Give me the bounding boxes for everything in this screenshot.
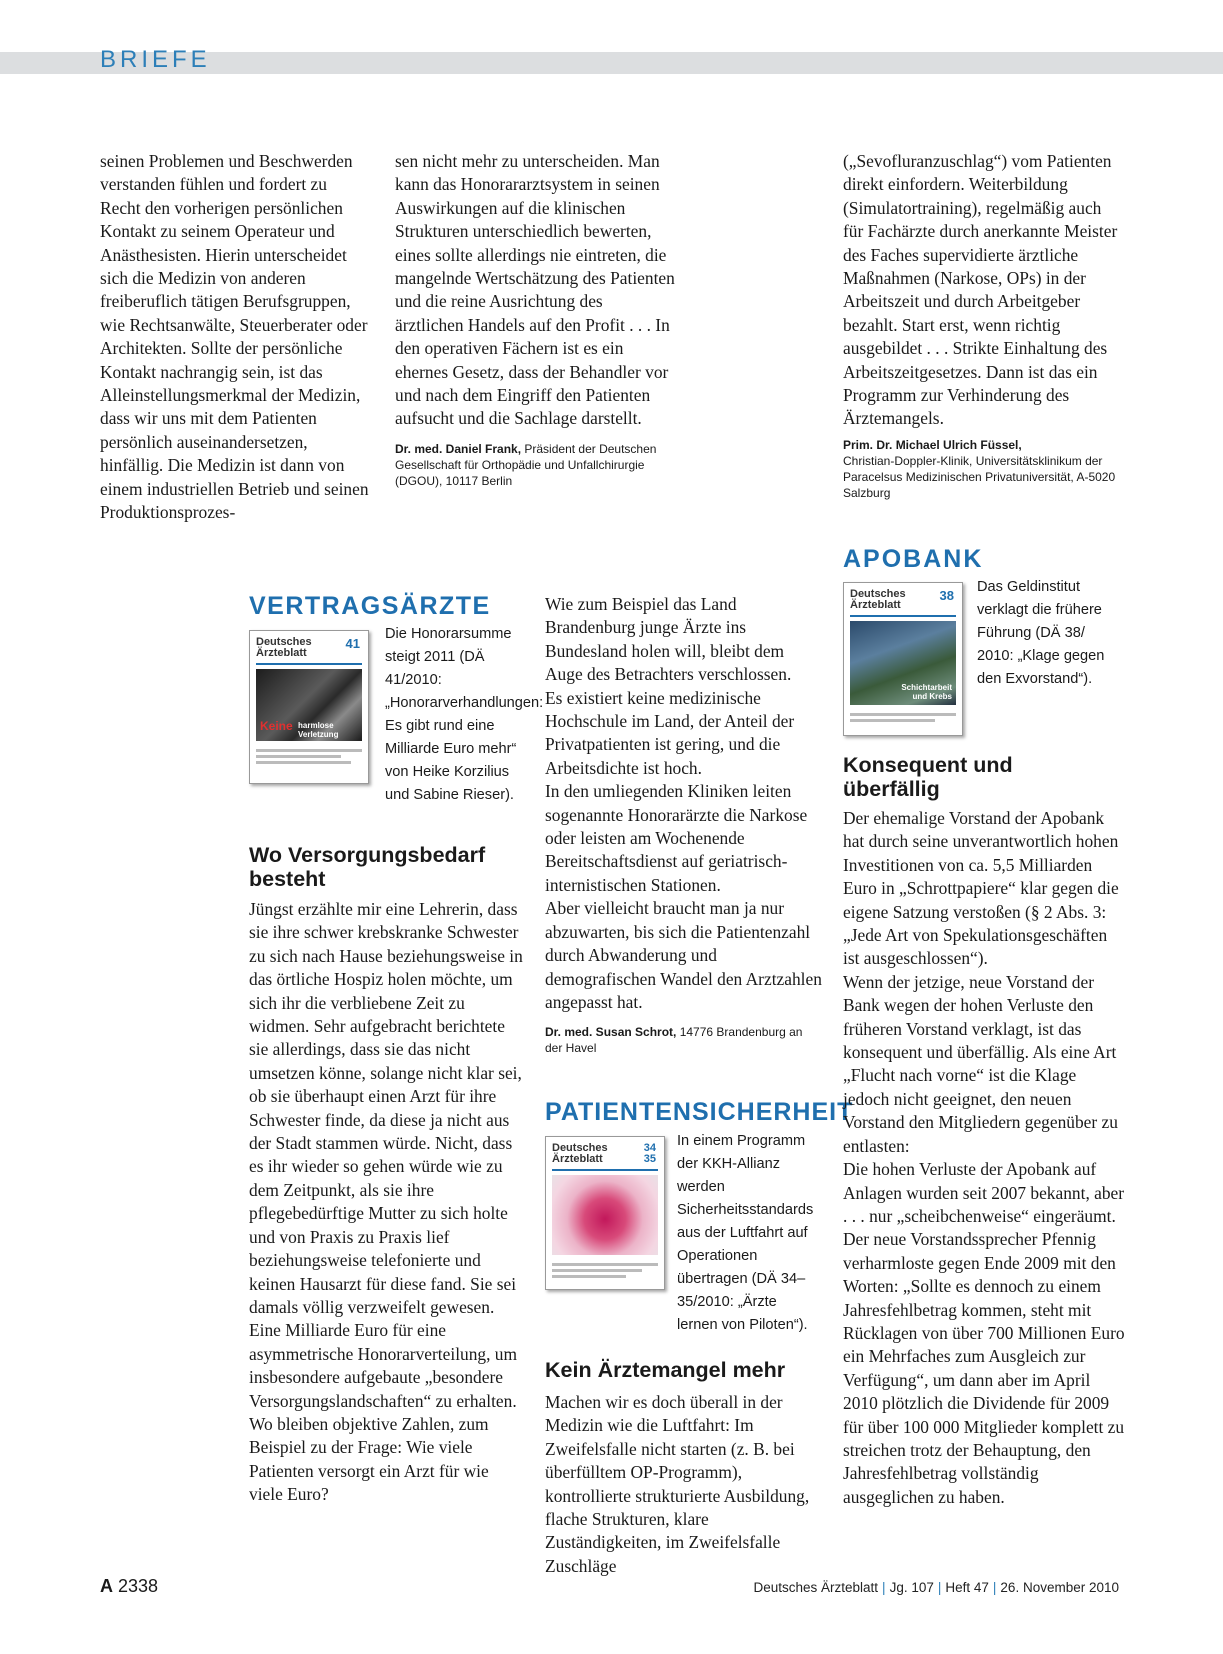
paragraph: Der ehemalige Vorstand der Apobank hat durch seine unverantwortlich hohen Investitionen von ca. 5,5 Milliarden Euro in „Schrottpapiere“ klar gegen die eigene Satzung verstoßen (§ 2 Abs. 3: „Jede Art von Spekulationsgeschäften ist ausgeschlossen“). xyxy=(843,808,1119,969)
footer-volume: Jg. 107 xyxy=(889,1580,934,1595)
paragraph: Wenn der jetzige, neue Vorstand der Bank wegen der hohen Verluste den früheren Vorstand verklagt, ist das konsequent und überfällig. Als eine Art „Flucht nach vorne“ ist die Klage jedoch nicht geeignet, den neuen Vorstand den Mitgliedern gegenüber zu entlasten: xyxy=(843,971,1118,1156)
footer-journal: Deutsches Ärzteblatt xyxy=(753,1580,879,1595)
article-konsequent xyxy=(843,807,1125,1509)
headline-kein-aerztemangel: Kein Ärztemangel mehr xyxy=(545,1358,786,1382)
footer-separator: | xyxy=(937,1580,942,1595)
cover-text-harmlose: harmlose Verletzung xyxy=(298,721,339,739)
section-label: BRIEFE xyxy=(100,46,211,73)
footer-separator: | xyxy=(882,1580,886,1595)
cover-text-lines xyxy=(552,1263,658,1281)
paragraph: Eine Milliarde Euro für eine asymmetrische Honorarverteilung, um insbesondere aufgebaute „besondere Versorgungslandschaften“ zu erhalten. xyxy=(249,1320,518,1411)
cover-worker-image xyxy=(850,621,956,705)
paragraph: Wo bleiben objektive Zahlen, zum Beispiel zu der Frage: Wie viele Patienten versorgt ein Arzt für wie viele Euro? xyxy=(249,1413,489,1505)
cover-text-lines xyxy=(256,749,362,767)
paragraph: Wie zum Beispiel das Land Brandenburg junge Ärzte ins Bundesland holen will, bleibt dem Auge des Betrachters verschlossen. xyxy=(545,594,792,685)
headline-versorgungsbedarf: Wo Versorgungsbedarf besteht xyxy=(249,843,486,891)
magazine-cover-41 xyxy=(249,630,369,784)
headline-konsequent: Konsequent und überfällig xyxy=(843,753,1013,801)
article-versorgungsbedarf xyxy=(249,898,524,1507)
cover-issue-number: 38 xyxy=(939,588,954,603)
footer-date: 26. November 2010 xyxy=(1000,1580,1119,1595)
page-number xyxy=(100,1576,158,1597)
signature-affiliation: Präsident der Deutschen Gesellschaft für Orthopädie und Unfallchirurgie (DGOU), 10117 Berlin xyxy=(395,441,657,488)
signature-name: Prim. Dr. Michael Ulrich Füssel, xyxy=(843,437,1022,452)
topic-vertragsaerzte: VERTRAGSÄRZTE xyxy=(249,592,491,620)
caption-vertragsaerzte: Die Honorarsumme steigt 2011 (DÄ 41/2010: „Honorarverhandlungen: Es gibt rund eine Milliarde Euro mehr“ von Heike Korzilius und Sabine Rieser). xyxy=(385,626,544,803)
paragraph: Aber vielleicht braucht man ja nur abzuwarten, bis sich die Patientenzahl durch Abwanderung und demografischen Wandel den Arztzahlen angepasst hat. xyxy=(545,898,822,1012)
signature-name: Dr. med. Daniel Frank, xyxy=(395,441,522,456)
page-number-value: 2338 xyxy=(118,1576,159,1596)
top-column-1 xyxy=(100,150,370,525)
top-column-2-text: sen nicht mehr zu unterscheiden. Man kann das Honorararztsystem in seinen Auswirkungen auf die klinischen Strukturen unterschiedlich bewerten, eines sollte allerdings nie eintreten, die mangelnde Wertschätzung des Patienten und die reine Ausrichtung des ärztlichen Handels auf den Profit . . . In den operativen Fächern ist es ein ehernes Gesetz, dass der Behandler vor und nach dem Eingriff den Patienten aufsucht und die Sachlage darstellt. xyxy=(395,151,675,429)
cover-masthead: Deutsches Ärzteblatt xyxy=(552,1142,608,1165)
paragraph: In den umliegenden Kliniken leiten sogenannte Honorarärzte die Narkose oder leisten am Wochenende Bereitschaftsdienst auf geriatrisch-internistischen Stationen. xyxy=(545,781,808,895)
page-prefix: A xyxy=(100,1576,113,1596)
cover-tissue-image xyxy=(552,1175,658,1255)
caption-patientensicherheit xyxy=(677,1130,819,1337)
top-column-2 xyxy=(395,150,675,489)
caption-apobank: Das Geldinstitut verklagt die frühere Führung (DÄ 38/ 2010: „Klage gegen den Exvorstand“). xyxy=(977,579,1105,687)
cover-rule xyxy=(850,615,956,617)
paragraph: Die hohen Verluste der Apobank auf Anlagen wurden seit 2007 bekannt, aber . . . nur „scheibchenweise“ eingeräumt. Der neue Vorstandssprecher Pfennig verharmloste gegen Ende 2009 mit den Worten: „Sollte es dennoch zu einem Jahresfehlbetrag kommen, steht mit Rücklagen von über 700 Millionen Euro ein Mehrfaches zum Ausgleich zur Verfügung“, um dann aber im April 2010 plötzlich die Dividende für 2009 für über 100 000 Mitglieder komplett zu streichen trotz der Behauptung, den Jahresfehlbetrag vollständig ausgeglichen zu haben. xyxy=(843,1159,1125,1507)
signature-affiliation: 14776 Brandenburg an der Havel xyxy=(545,1025,803,1056)
signature-frank xyxy=(395,441,675,489)
cover-rule xyxy=(256,663,362,665)
cover-masthead: Deutsches Ärzteblatt xyxy=(256,636,312,659)
article-versorgungsbedarf-continued xyxy=(545,593,823,1056)
top-column-3 xyxy=(843,150,1123,501)
topic-apobank: APOBANK xyxy=(843,545,984,573)
magazine-cover-34-35 xyxy=(545,1136,665,1290)
paragraph: Machen wir es doch überall in der Medizin wie die Luftfahrt: Im Zweifelsfalle nicht starten (z. B. bei überfülltem OP-Programm), kontrollierte strukturierte Ausbildung, flache Strukturen, klare Zuständigkeiten, im Zweifelsfalle Zuschläge xyxy=(545,1392,810,1576)
footer-issue: Heft 47 xyxy=(945,1580,989,1595)
cover-issue-number: 41 xyxy=(345,636,360,651)
paragraph: Es existiert keine medizinische Hochschule im Land, der Anteil der Privatpatienten ist gering, und die Arbeitsdichte ist hoch. xyxy=(545,687,795,778)
signature-name: Dr. med. Susan Schrot, xyxy=(545,1025,677,1040)
cover-masthead: Deutsches Ärzteblatt xyxy=(850,588,906,611)
footer-separator: | xyxy=(992,1580,997,1595)
cover-headline: Schichtarbeit und Krebs xyxy=(901,683,952,701)
cover-rule xyxy=(552,1169,658,1171)
top-column-3-text: („Sevofluranzuschlag“) vom Patienten direkt einfordern. Weiterbildung (Simulatortraining), regelmäßig auch für Fachärzte durch anerkannte Meister des Faches supervidierte ärztliche Maßnahmen (Narkose, OPs) in der Arbeitszeit und durch Arbeitgeber bezahlt. Start erst, wenn richtig ausgebildet . . . Strikte Einhaltung des Arbeitszeitgesetzes. Dann ist das ein Programm zur Verhinderung des Ärztemangels. xyxy=(843,151,1118,429)
topic-patientensicherheit: PATIENTENSICHERHEIT xyxy=(545,1098,854,1126)
paragraph: Jüngst erzählte mir eine Lehrerin, dass sie ihre schwer krebskranke Schwester zu sich nach Hause beziehungsweise in das örtliche Hospiz holen möchte, um sich ihr die verbliebene Zeit zu widmen. Sehr aufgebracht berichtete sie allerdings, dass sie das nicht umsetzen könne, solange nicht klar sei, ob sie überhaupt einen Arzt für ihre Schwester finde, da diese ja nicht aus der Stadt stammen würde. Nicht, dass es ihr wieder so gehen würde wie zu dem Zeitpunkt, als sie ihre pflegebedürftige Mutter zu sich holte und von Praxis zu Praxis lief beziehungsweise telefonierte und keinen Hausarzt für diese fand. Sie sei damals völlig verzweifelt gewesen. xyxy=(249,899,523,1317)
footer-info xyxy=(753,1580,1119,1595)
cover-issue-number: 34 35 xyxy=(643,1142,656,1165)
signature-schrot xyxy=(545,1024,823,1056)
cover-text-lines xyxy=(850,713,956,725)
caption-text: In einem Programm der KKH-Allianz werden Sicherheitsstandards aus der Luftfahrt auf Operationen übertragen (DÄ 34–35/2010: „Ärzte lernen von Piloten“). xyxy=(677,1133,814,1333)
top-column-1-text: seinen Problemen und Beschwerden verstanden fühlen und fordert zu Recht den vorherigen persönlichen Kontakt zu seinem Operateur und Anästhesisten. Hierin unterscheidet sich die Medizin von anderen freiberuflich tätigen Berufsgruppen, wie Rechtsanwälte, Steuerberater oder Architekten. Sollte der persönliche Kontakt nachrangig sein, ist das Alleinstellungsmerkmal der Medizin, dass wir uns mit dem Patienten persönlich auseinandersetzen, hinfällig. Die Medizin ist dann von einem industriellen Betrieb und seinen Produktionsprozes- xyxy=(100,151,369,523)
cover-xray-image xyxy=(256,669,362,741)
article-kein-aerztemangel xyxy=(545,1391,823,1578)
signature-affiliation: Christian-Doppler-Klinik, Universitätsklinikum der Paracelsus Medizinischen Privatuniversität, A-5020 Salzburg xyxy=(843,453,1116,500)
signature-fuessel xyxy=(843,437,1123,501)
magazine-cover-38 xyxy=(843,582,963,736)
cover-text-keine: Keine xyxy=(260,719,293,733)
